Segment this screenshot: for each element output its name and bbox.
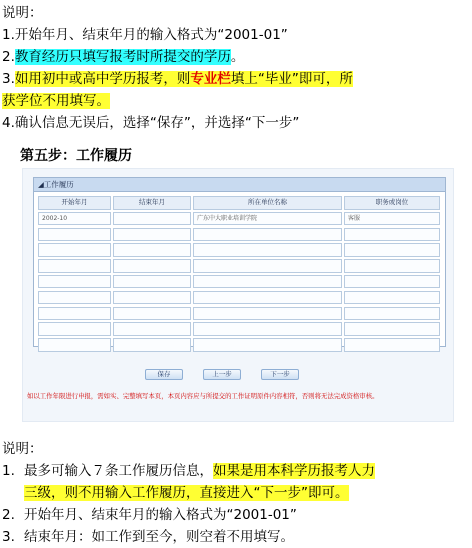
note-line-4: 4.确认信息无误后，选择“保存”，并选择“下一步” — [2, 115, 300, 131]
end-date-input[interactable] — [113, 338, 191, 352]
position-input[interactable]: 客服 — [344, 212, 440, 226]
position-input[interactable] — [344, 259, 440, 273]
start-date-input[interactable] — [38, 291, 111, 305]
employer-input[interactable] — [193, 259, 342, 273]
note-line-3-a: 如用初中或高中学历报考，则 — [14, 71, 191, 87]
save-button[interactable]: 保存 — [145, 369, 183, 380]
end-date-input[interactable] — [113, 307, 191, 321]
note-line-2-highlight: 教育经历只填写报考时所提交的学历 — [14, 49, 231, 65]
end-date-input[interactable] — [113, 291, 191, 305]
table-row — [38, 322, 440, 336]
end-date-input[interactable] — [113, 243, 191, 257]
bottom-item-2-num: 2. — [2, 507, 15, 523]
start-date-input[interactable]: 2002-10 — [38, 212, 111, 226]
bottom-item-1-c: 三级，则不用输入工作履历，直接进入“下一步”即可。 — [24, 485, 349, 501]
end-date-input[interactable] — [113, 322, 191, 336]
table-row — [38, 243, 440, 257]
section-title: 第五步：工作履历 — [20, 148, 132, 164]
note-line-1: 1.开始年月、结束年月的输入格式为“2001-01” — [2, 27, 288, 43]
table-row — [38, 275, 440, 289]
form-warning-note: 如以工作年限进行申报，需如实、完整填写本页，本页内容应与所提交的工作证明原件内容相符，否则将无法完成资格审核。 — [27, 392, 379, 400]
header-position: 职务或岗位 — [344, 196, 440, 210]
start-date-input[interactable] — [38, 275, 111, 289]
note-line-3-cont — [2, 90, 468, 112]
start-date-input[interactable] — [38, 259, 111, 273]
note-line-3-c: 获学位不用填写。 — [2, 93, 110, 109]
employer-input[interactable]: 广东中大职业培训学院 — [193, 212, 342, 226]
employer-input[interactable] — [193, 338, 342, 352]
work-history-form-panel — [22, 168, 454, 422]
note-line-3-num: 3. — [2, 71, 15, 87]
employer-input[interactable] — [193, 307, 342, 321]
major-field-emphasis: 专业栏 — [190, 71, 231, 87]
position-input[interactable] — [344, 243, 440, 257]
note-line-3-b: 填上“毕业”即可，所 — [230, 71, 353, 87]
bottom-item-3-num: 3. — [2, 529, 15, 545]
table-row — [38, 228, 440, 242]
bottom-item-2-text: 开始年月、结束年月的输入格式为“2001-01” — [24, 507, 297, 523]
employer-input[interactable] — [193, 228, 342, 242]
table-row — [38, 291, 440, 305]
bottom-item-3 — [2, 526, 468, 548]
bottom-item-1 — [2, 460, 468, 504]
header-start-date: 开始年月 — [38, 196, 111, 210]
table-row — [38, 307, 440, 321]
employer-input[interactable] — [193, 322, 342, 336]
position-input[interactable] — [344, 275, 440, 289]
position-input[interactable] — [344, 338, 440, 352]
start-date-input[interactable] — [38, 307, 111, 321]
note-line-2-num: 2. — [2, 49, 15, 65]
header-employer: 所在单位名称 — [193, 196, 342, 210]
start-date-input[interactable] — [38, 243, 111, 257]
bottom-instructions — [2, 438, 468, 548]
form-buttons — [145, 369, 299, 380]
end-date-input[interactable] — [113, 228, 191, 242]
table-row — [38, 212, 440, 226]
position-input[interactable] — [344, 322, 440, 336]
position-input[interactable] — [344, 307, 440, 321]
start-date-input[interactable] — [38, 338, 111, 352]
prev-step-button[interactable]: 上一步 — [203, 369, 241, 380]
employer-input[interactable] — [193, 243, 342, 257]
start-date-input[interactable] — [38, 322, 111, 336]
start-date-input[interactable] — [38, 228, 111, 242]
note-line-2 — [2, 46, 468, 68]
employer-input[interactable] — [193, 291, 342, 305]
table-row — [38, 338, 440, 352]
end-date-input[interactable] — [113, 212, 191, 226]
note-line-2-end: 。 — [230, 49, 245, 65]
table-header-row — [38, 196, 440, 210]
work-history-grid — [38, 196, 440, 354]
bottom-item-2 — [2, 504, 468, 526]
bottom-notes-heading: 说明： — [2, 441, 43, 457]
bottom-item-1-a: 最多可输入７条工作履历信息， — [24, 463, 213, 479]
end-date-input[interactable] — [113, 275, 191, 289]
bottom-item-3-text: 结束年月：如工作到至今，则空着不用填写。 — [24, 529, 294, 545]
employer-input[interactable] — [193, 275, 342, 289]
position-input[interactable] — [344, 291, 440, 305]
form-title-text: 工作履历 — [43, 180, 74, 189]
table-row — [38, 259, 440, 273]
top-instructions — [2, 2, 468, 134]
work-history-table — [33, 177, 446, 347]
note-line-3 — [2, 68, 468, 90]
bottom-item-1-b: 如果是用本科学历报考人力 — [213, 463, 375, 479]
bottom-item-1-num: 1. — [2, 463, 15, 479]
notes-heading: 说明： — [2, 5, 43, 21]
next-step-button[interactable]: 下一步 — [261, 369, 299, 380]
header-end-date: 结束年月 — [113, 196, 191, 210]
end-date-input[interactable] — [113, 259, 191, 273]
form-title: ◢工作履历 — [34, 178, 445, 192]
position-input[interactable] — [344, 228, 440, 242]
